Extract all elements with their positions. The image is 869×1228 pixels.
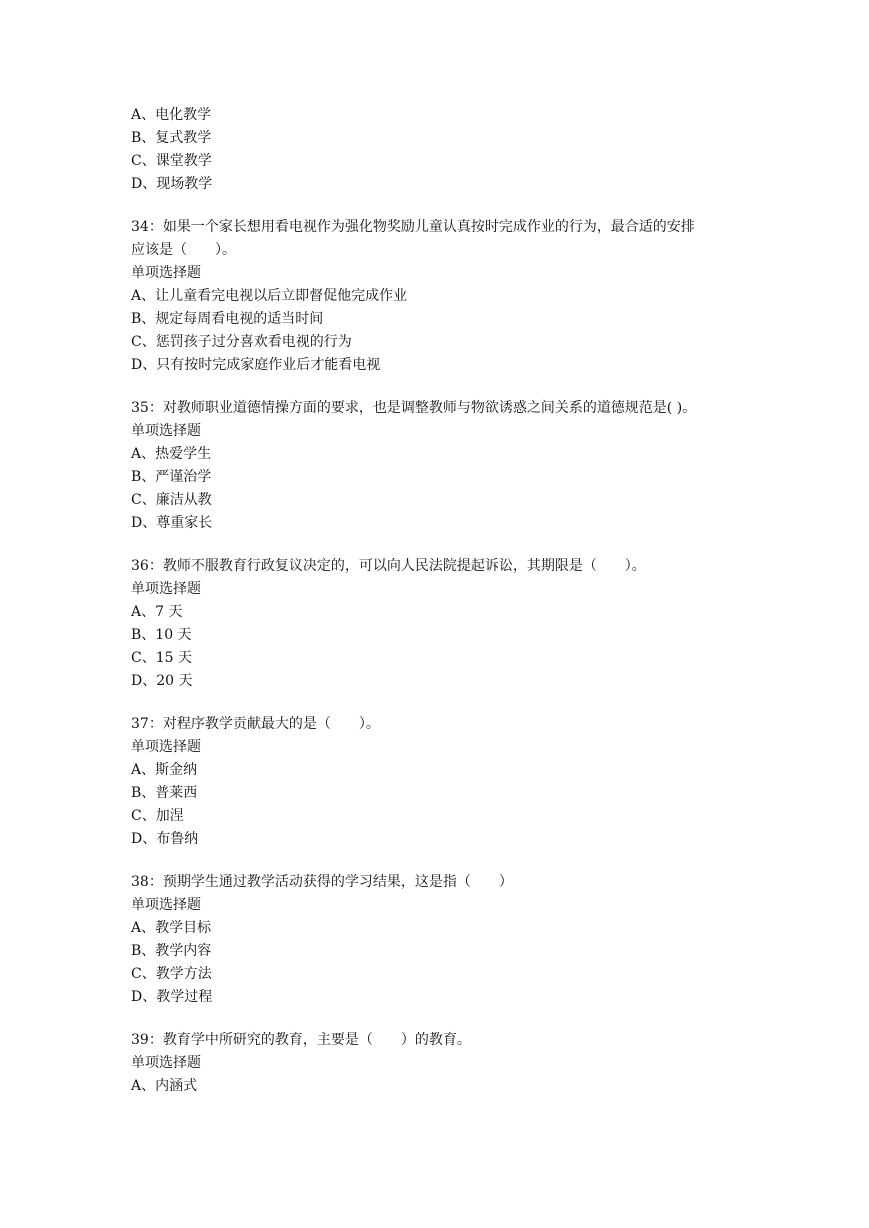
question-type: 单项选择题 xyxy=(131,1055,201,1071)
option-c: C、加涅 xyxy=(131,808,184,824)
option-b: B、教学内容 xyxy=(131,943,212,959)
option-b: B、普莱西 xyxy=(131,785,198,801)
option-d: D、现场教学 xyxy=(131,176,213,192)
option-b: B、10 天 xyxy=(131,627,192,643)
question-stem: 37：对程序教学贡献最大的是（ ）。 xyxy=(131,716,380,732)
option-c: C、15 天 xyxy=(131,650,192,666)
question-list xyxy=(131,104,771,1098)
option-c: C、课堂教学 xyxy=(131,153,212,169)
option-a: A、斯金纳 xyxy=(131,762,198,778)
option-a: A、内涵式 xyxy=(131,1078,198,1094)
option-a: A、电化教学 xyxy=(131,107,212,123)
question-stem: 34：如果一个家长想用看电视作为强化物奖励儿童认真按时完成作业的行为，最合适的安排 xyxy=(131,219,695,235)
question-stem: 36：教师不服教育行政复议决定的，可以向人民法院提起诉讼，其期限是（ ）。 xyxy=(131,558,646,574)
question-36 xyxy=(131,555,771,693)
question-type: 单项选择题 xyxy=(131,423,201,439)
question-stem: 35：对教师职业道德情操方面的要求，也是调整教师与物欲诱惑之间关系的道德规范是( )。 xyxy=(131,400,697,416)
option-d: D、教学过程 xyxy=(131,989,213,1005)
option-d: D、只有按时完成家庭作业后才能看电视 xyxy=(131,357,381,373)
question-37 xyxy=(131,713,771,851)
question-stem: 应该是（ ）。 xyxy=(131,242,236,258)
question-type: 单项选择题 xyxy=(131,897,201,913)
question-type: 单项选择题 xyxy=(131,739,201,755)
question-34 xyxy=(131,216,771,377)
option-b: B、复式教学 xyxy=(131,130,212,146)
option-c: C、教学方法 xyxy=(131,966,212,982)
option-a: A、热爱学生 xyxy=(131,446,212,462)
option-d: D、布鲁纳 xyxy=(131,831,199,847)
option-a: A、让儿童看完电视以后立即督促他完成作业 xyxy=(131,288,408,304)
question-stem: 39：教育学中所研究的教育，主要是（ ）的教育。 xyxy=(131,1032,471,1048)
option-a: A、7 天 xyxy=(131,604,183,620)
question-39 xyxy=(131,1029,771,1098)
option-c: C、廉洁从教 xyxy=(131,492,212,508)
option-a: A、教学目标 xyxy=(131,920,212,936)
option-b: B、规定每周看电视的适当时间 xyxy=(131,311,324,327)
question-type: 单项选择题 xyxy=(131,581,201,597)
option-d: D、尊重家长 xyxy=(131,515,213,531)
question-stem: 38：预期学生通过教学活动获得的学习结果，这是指（ ） xyxy=(131,874,513,890)
option-c: C、惩罚孩子过分喜欢看电视的行为 xyxy=(131,334,352,350)
question-35 xyxy=(131,397,771,535)
option-d: D、20 天 xyxy=(131,673,193,689)
question-38 xyxy=(131,871,771,1009)
question-33-options xyxy=(131,104,771,196)
question-type: 单项选择题 xyxy=(131,265,201,281)
option-b: B、严谨治学 xyxy=(131,469,212,485)
